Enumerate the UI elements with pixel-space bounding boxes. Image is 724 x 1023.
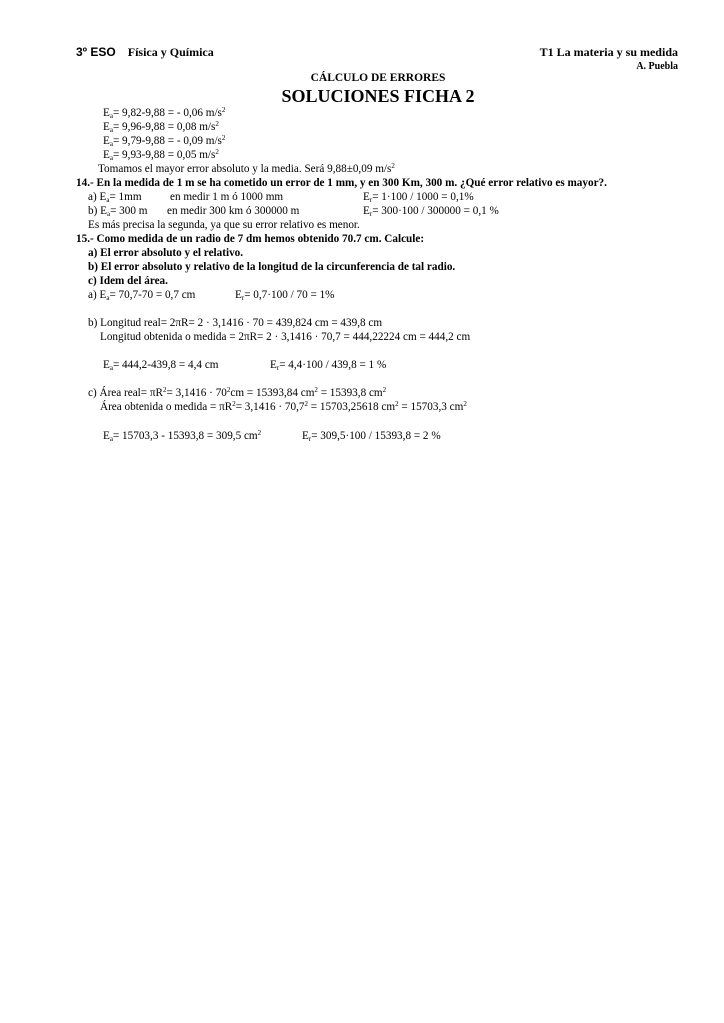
q15-item-b: b) El error absoluto y relativo de la longitud de la circunferencia de tal radio. (88, 261, 456, 273)
q15-c-absolute-error: $E_a= 15703,3 - 15393,8 = 309,5$ $cm^2$ (103, 429, 262, 443)
q14-answer-a-relative: $E_r= 1\cdot 100 / 1000 = 0,1\%$ (363, 191, 474, 204)
error-row: $E_a= 9,82-9,88$ = - 0,06 $m/s^2$ (103, 106, 226, 120)
question-14-title: 14.- En la medida de 1 m se ha cometido un error de 1 mm, y en 300 Km, 300 m. ¿Qué error relativo es mayor?. (76, 177, 607, 189)
worksheet-title: SOLUCIONES FICHA 2 (281, 86, 475, 106)
q14-answer-b: b) $E_a= 300$ m (88, 205, 148, 218)
author-name: A. Puebla (636, 61, 678, 72)
q15-b-measured-length: Longitud obtenida o medida = 2πR= 2 · 3,1416 · 70,7 = 444,22224 cm = 444,2 cm (100, 331, 471, 343)
topic-title: T1 La materia y su medida (539, 45, 678, 59)
header-left (76, 46, 214, 58)
q15-answer-a: a) $E_a= 70,7-70 = 0,7$ cm (88, 289, 196, 302)
subject-name: Física y Química (127, 45, 214, 59)
error-row: $E_a= 9,79-9,88$ = - 0,09 $m/s^2$ (103, 134, 226, 148)
q15-c-real-area: c) Área real= $\pi R^2= 3,1416 \cdot 70^2cm = 15393,84$ $cm^2 = 15393,8$ $cm^2$ (88, 386, 387, 399)
q15-item-c: c) Idem del área. (88, 275, 168, 287)
course-level: 3º ESO (76, 45, 116, 59)
error-row: $E_a= 9,96-9,88 = 0,08$ $m/s^2$ (103, 120, 219, 134)
q14-answer-b-relative: $E_r= 300\cdot 100 / 300000 = 0,1$ % (363, 205, 499, 218)
question-15-title: 15.- Como medida de un radio de 7 dm hemos obtenido 70.7 cm. Calcule: (76, 233, 425, 245)
q15-answer-a-relative: $E_r= 0,7\cdot 100 / 70 = 1\%$ (235, 289, 335, 302)
worksheet-subtitle: CÁLCULO DE ERRORES (310, 72, 446, 84)
q15-item-a: a) El error absoluto y el relativo. (88, 247, 244, 259)
error-row: $E_a= 9,93-9,88 = 0,05$ $m/s^2$ (103, 148, 219, 162)
q14-answer-b-desc: en medir 300 km ó 300000 m (167, 205, 300, 217)
q14-note: Es más precisa la segunda, ya que su error relativo es menor. (88, 219, 360, 231)
q15-c-measured-area: Área obtenida o medida = $\pi R^2= 3,1416 \cdot 70,7^2 = 15703,25618$ $cm^2 = 15703,3$ $cm^2$ (100, 400, 467, 413)
q15-b-absolute-error: $E_a= 444,2-439,8 = 4,4$ cm (103, 359, 219, 372)
q15-c-relative-error: $E_r= 309,5\cdot 100 / 15393,8 = 2$ % (302, 430, 441, 443)
part13-conclusion: Tomamos el mayor error absoluto y la media. Será 9,88±0,09 $m/s^2$ (98, 162, 395, 175)
q15-b-relative-error: $E_r= 4,4\cdot 100 / 439,8 = 1$ % (270, 359, 387, 372)
q15-b-real-length: b) Longitud real= 2πR= 2 · 3,1416 · 70 = 439,824 cm = 439,8 cm (88, 317, 383, 329)
q14-answer-a: a) $E_a= 1mm$ (88, 191, 142, 204)
q14-answer-a-desc: en medir 1 m ó 1000 mm (170, 191, 284, 203)
